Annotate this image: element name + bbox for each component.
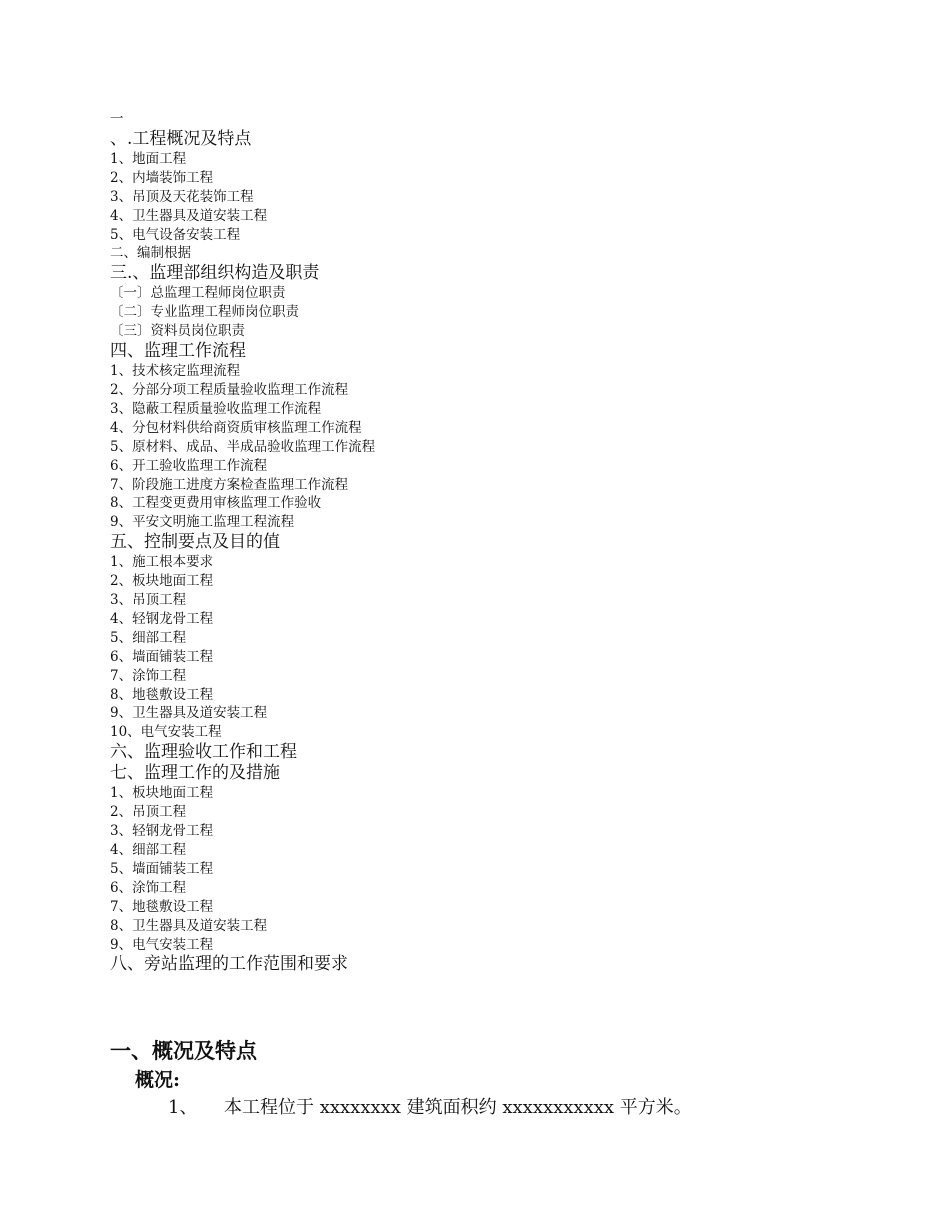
toc-entry: 2、吊顶工程	[110, 804, 187, 821]
toc-entry: 7、地毯敷设工程	[110, 898, 214, 915]
toc-entry: 9、电气安装工程	[110, 936, 214, 953]
toc-entry: 2、分部分项工程质量验收监理工作流程	[110, 381, 349, 398]
toc-entry: 4、卫生器具及道安装工程	[110, 207, 268, 224]
document-body	[110, 1036, 870, 1122]
toc-entry: 5、墙面铺装工程	[110, 860, 214, 877]
toc-entry: 3、吊顶及天花装饰工程	[110, 188, 254, 205]
paragraph-text: 本工程位于 xxxxxxxx 建筑面积约 xxxxxxxxxxx 平方米。	[224, 1097, 692, 1118]
toc-entry: 9、卫生器具及道安装工程	[110, 705, 268, 722]
toc-entry: 6、开工验收监理工作流程	[110, 457, 268, 474]
toc-entry: 1、板块地面工程	[110, 785, 214, 802]
table-of-contents	[110, 110, 810, 975]
toc-entry: 、.工程概况及特点	[110, 128, 252, 149]
toc-entry: 8、卫生器具及道安装工程	[110, 917, 268, 934]
paragraph-number: 1、	[168, 1097, 198, 1118]
toc-entry: 8、工程变更费用审核监理工作验收	[110, 495, 322, 512]
toc-entry: 〔三〕资料员岗位职责	[110, 323, 245, 340]
toc-entry: 七、监理工作的及措施	[110, 763, 280, 784]
toc-entry: 4、细部工程	[110, 842, 187, 858]
section-heading: 一、概况及特点	[110, 1038, 257, 1063]
toc-entry: 6、涂饰工程	[110, 879, 187, 896]
toc-entry: 〔二〕专业监理工程师岗位职责	[110, 304, 299, 321]
toc-entry: 四、监理工作流程	[110, 341, 246, 362]
toc-entry: 3、轻钢龙骨工程	[110, 823, 214, 840]
toc-entry: 9、平安文明施工监理工程流程	[110, 514, 295, 531]
toc-entry: 4、分包材料供给商资质审核监理工作流程	[110, 419, 362, 436]
paragraph	[110, 1094, 870, 1122]
toc-entry: 10、电气安装工程	[110, 724, 222, 741]
toc-entry: 2、内墙装饰工程	[110, 169, 214, 186]
toc-entry: 二、编制根据	[110, 245, 191, 262]
toc-entry: 一	[110, 111, 124, 127]
toc-entry: 1、地面工程	[110, 150, 187, 167]
toc-entry: 1、施工根本要求	[110, 554, 214, 571]
toc-entry: 八、旁站监理的工作范围和要求	[110, 954, 348, 975]
toc-entry: 三.、监理部组织构造及职责	[110, 263, 320, 284]
toc-entry: 五、控制要点及目的值	[110, 532, 280, 553]
toc-entry: 6、墙面铺装工程	[110, 648, 214, 665]
toc-entry: 3、吊顶工程	[110, 592, 187, 609]
toc-entry: 7、涂饰工程	[110, 667, 187, 684]
toc-entry: 7、阶段施工进度方案检查监理工作流程	[110, 476, 349, 493]
section-subheading: 概况:	[135, 1069, 181, 1091]
toc-entry: 5、细部工程	[110, 629, 187, 646]
toc-entry: 1、技术核定监理流程	[110, 363, 241, 380]
toc-entry: 2、板块地面工程	[110, 573, 214, 590]
toc-entry: 5、电气设备安装工程	[110, 226, 241, 243]
toc-entry: 8、地毯敷设工程	[110, 686, 214, 703]
toc-entry: 六、监理验收工作和工程	[110, 742, 297, 763]
toc-entry: 〔一〕总监理工程师岗位职责	[110, 285, 286, 302]
toc-entry: 5、原材料、成品、半成品验收监理工作流程	[110, 438, 376, 455]
toc-entry: 3、隐蔽工程质量验收监理工作流程	[110, 400, 322, 417]
toc-entry: 4、轻钢龙骨工程	[110, 610, 214, 627]
